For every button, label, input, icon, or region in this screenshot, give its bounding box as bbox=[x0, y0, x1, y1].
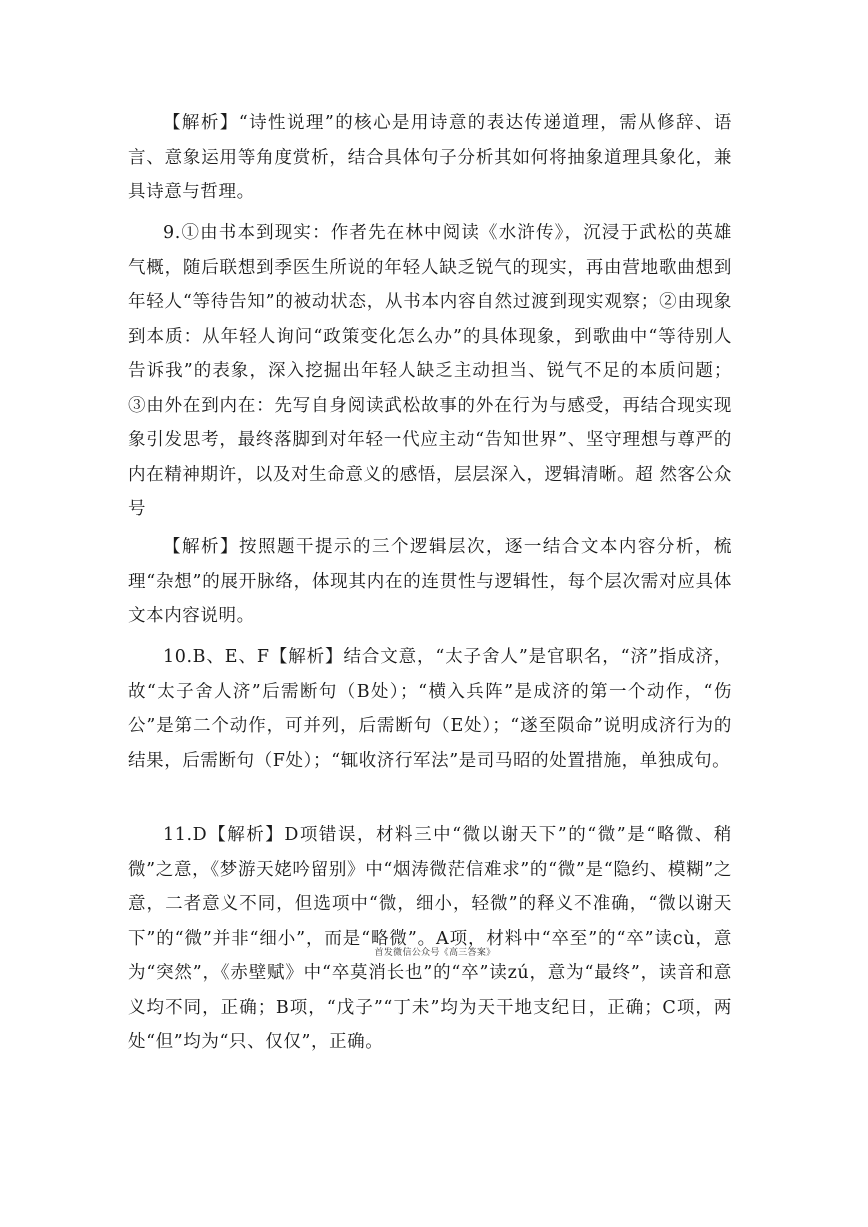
analysis-paragraph-question-9: 【解析】按照题干提示的三个逻辑层次，逐一结合文本内容分析，梳理“杂想”的展开脉络，体现其内在的连贯性与逻辑性，每个层次需对应具体文本内容说明。 bbox=[128, 537, 732, 626]
watermark-text: 首发微信公众号《高三答案》 bbox=[374, 948, 496, 958]
answer-paragraph-question-11: 11.D【解析】D项错误，材料三中“微以谢天下”的“微”是“略微、稍微”之意，《梦游天姥吟留别》中“烟涛微茫信难求”的“微”是“隐约、模糊”之意，二者意义不同，但选项中“微，细小，轻微”的释义不准确，“微以谢天下”的“微”并非“细小”，而是“略微”。A项，材料中“卒至”的“卒”读cù，意为“突然”，《赤壁赋》中“卒莫消长也”的“卒”读zú，意为“最终”，读音和意义均不同，正确；B项，“戊子”“丁未”均为天干地支纪日，正确；C项，两处“但”均为“只、仅仅”，正确。 bbox=[128, 825, 732, 1052]
analysis-paragraph-poetic-reasoning: 【解析】“诗性说理”的核心是用诗意的表达传递道理，需从修辞、语言、意象运用等角度赏析，结合具体句子分析其如何将抽象道理具象化，兼具诗意与哲理。 bbox=[128, 113, 732, 202]
answer-paragraph-question-9: 9.①由书本到现实：作者先在林中阅读《水浒传》，沉浸于武松的英雄气概，随后联想到季医生所说的年轻人缺乏锐气的现实，再由营地歌曲想到年轻人“等待告知”的被动状态，从书本内容自然过渡到现实观察；②由现象到本质：从年轻人询问“政策变化怎么办”的具体现象，到歌曲中“等待别人告诉我”的表象，深入挖掘出年轻人缺乏主动担当、锐气不足的本质问题；③由外在到内在：先写自身阅读武松故事的外在行为与感受，再结合现实现象引发思考，最终落脚到对年轻一代应主动“告知世界”、坚守理想与尊严的内在精神期许，以及对生命意义的感悟，层层深入，逻辑清晰。超 然客公众号 bbox=[128, 223, 732, 519]
answer-paragraph-question-10: 10.B、E、F【解析】结合文意，“太子舍人”是官职名，“济”指成济，故“太子舍人济”后需断句（B处）；“横入兵阵”是成济的第一个动作，“伤公”是第二个动作，可并列，后需断句（E处）；“遂至陨命”说明成济行为的结果，后需断句（F处）；“辄收济行军法”是司马昭的处置措施，单独成句。 bbox=[128, 647, 732, 771]
